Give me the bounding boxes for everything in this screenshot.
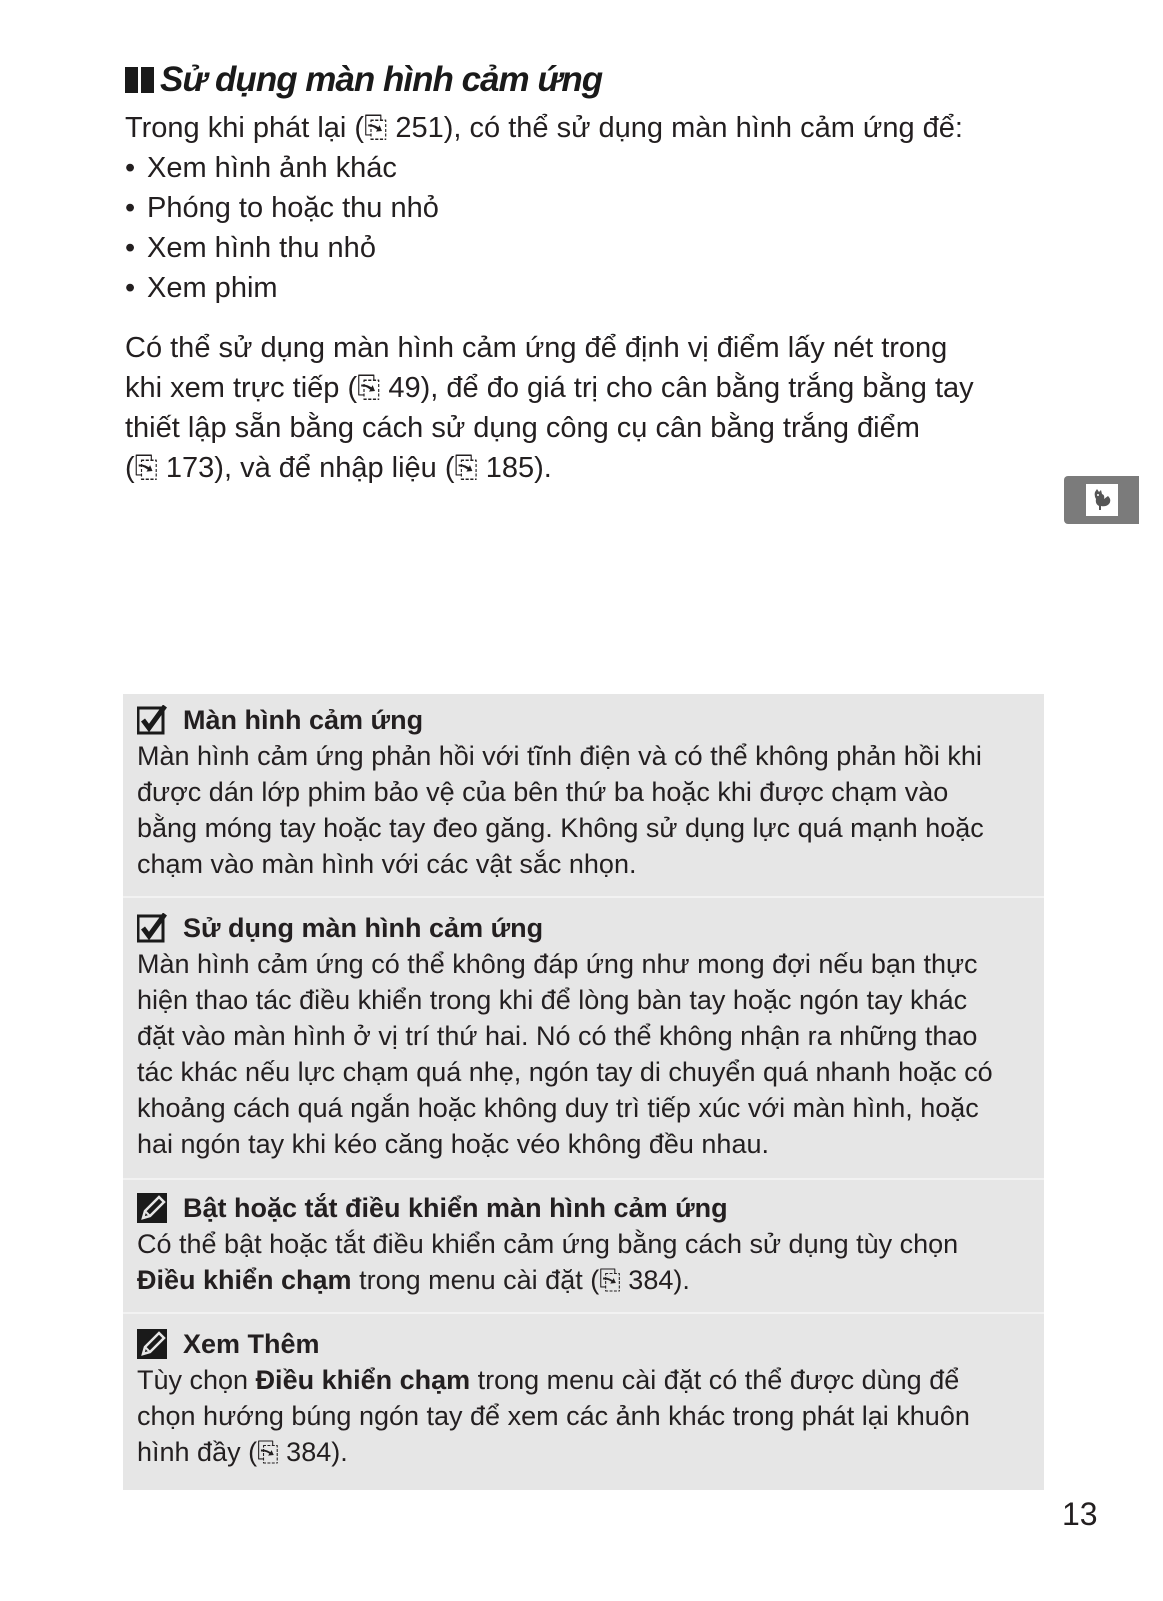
body-paragraph — [125, 328, 1060, 488]
checkmark-icon — [137, 913, 167, 943]
paragraph-line: khi xem trực tiếp (⎘ 49), để đo giá trị cho cân bằng trắng bằng tay — [125, 372, 974, 404]
section-title — [125, 58, 602, 102]
note-divider — [123, 896, 1044, 898]
pencil-icon — [137, 1329, 167, 1359]
list-item: • Phóng to hoặc thu nhỏ — [125, 192, 439, 224]
paragraph-line: (⎘ 173), và để nhập liệu (⎘ 185). — [125, 452, 552, 484]
section-title-text: Sử dụng màn hình cảm ứng — [160, 60, 603, 99]
note-title: Màn hình cảm ứng — [183, 705, 424, 735]
menu-option-name: Điều khiển chạm — [137, 1265, 352, 1295]
note-title: Sử dụng màn hình cảm ứng — [183, 913, 544, 943]
note-body: Tùy chọn Điều khiển chạm trong menu cài đặt có thể được dùng để chọn hướng búng ngón tay để xem các ảnh khác trong phát lại khuôn hình đầy (⎘ 384). — [137, 1365, 970, 1467]
note-body: Màn hình cảm ứng có thể không đáp ứng như mong đợi nếu bạn thực hiện thao tác điều khiển trong khi để lòng bàn tay hoặc ngón tay khác đặt vào màn hình ở vị trí thứ hai. Nó có thể không nhận ra những thao tác khác nếu lực chạm quá nhẹ, ngón tay di chuyển quá nhanh hoặc có khoảng cách quá ngắn hoặc không duy trì tiếp xúc với màn hình, hoặc hai ngón tay khi kéo căng hoặc véo không đều nhau. — [137, 949, 993, 1159]
setup-menu-rooster-icon — [1086, 484, 1118, 516]
notes-box — [123, 694, 1044, 1490]
paragraph-line: Có thể sử dụng màn hình cảm ứng để định vị điểm lấy nét trong — [125, 332, 948, 364]
list-item: • Xem hình thu nhỏ — [125, 232, 376, 264]
note-body: Có thể bật hoặc tắt điều khiển cảm ứng bằng cách sử dụng tùy chọn Điều khiển chạm trong menu cài đặt (⎘ 384). — [137, 1229, 959, 1295]
feature-list — [125, 148, 439, 308]
page-number: 13 — [1062, 1496, 1098, 1532]
note-body: Màn hình cảm ứng phản hồi với tĩnh điện và có thể không phản hồi khi được dán lớp phim bảo vệ của bên thứ ba hoặc khi được chạm vào bằng móng tay hoặc tay đeo găng. Không sử dụng lực quá mạnh hoặc chạm vào màn hình với các vật sắc nhọn. — [137, 741, 984, 879]
list-item: • Xem phim — [125, 272, 278, 304]
note-using-touch-screen — [137, 910, 1037, 1162]
note-see-also — [137, 1326, 1037, 1470]
note-touch-screen — [137, 702, 1037, 882]
note-title: Bật hoặc tắt điều khiển màn hình cảm ứng — [183, 1193, 728, 1223]
menu-option-name: Điều khiển chạm — [255, 1365, 471, 1395]
setup-menu-tab — [1064, 476, 1139, 524]
section-marker-icon — [125, 67, 154, 93]
list-item: • Xem hình ảnh khác — [125, 152, 397, 184]
note-divider — [123, 1178, 1044, 1180]
checkmark-icon — [137, 705, 167, 735]
note-title: Xem Thêm — [183, 1329, 320, 1359]
intro-text: Trong khi phát lại (⎘ 251), có thể sử dụng màn hình cảm ứng để: — [125, 112, 963, 144]
paragraph-line: thiết lập sẵn bằng cách sử dụng công cụ cân bằng trắng điểm — [125, 412, 920, 444]
note-toggle-touch-controls — [137, 1190, 1037, 1298]
pencil-icon — [137, 1193, 167, 1223]
note-divider — [123, 1312, 1044, 1314]
